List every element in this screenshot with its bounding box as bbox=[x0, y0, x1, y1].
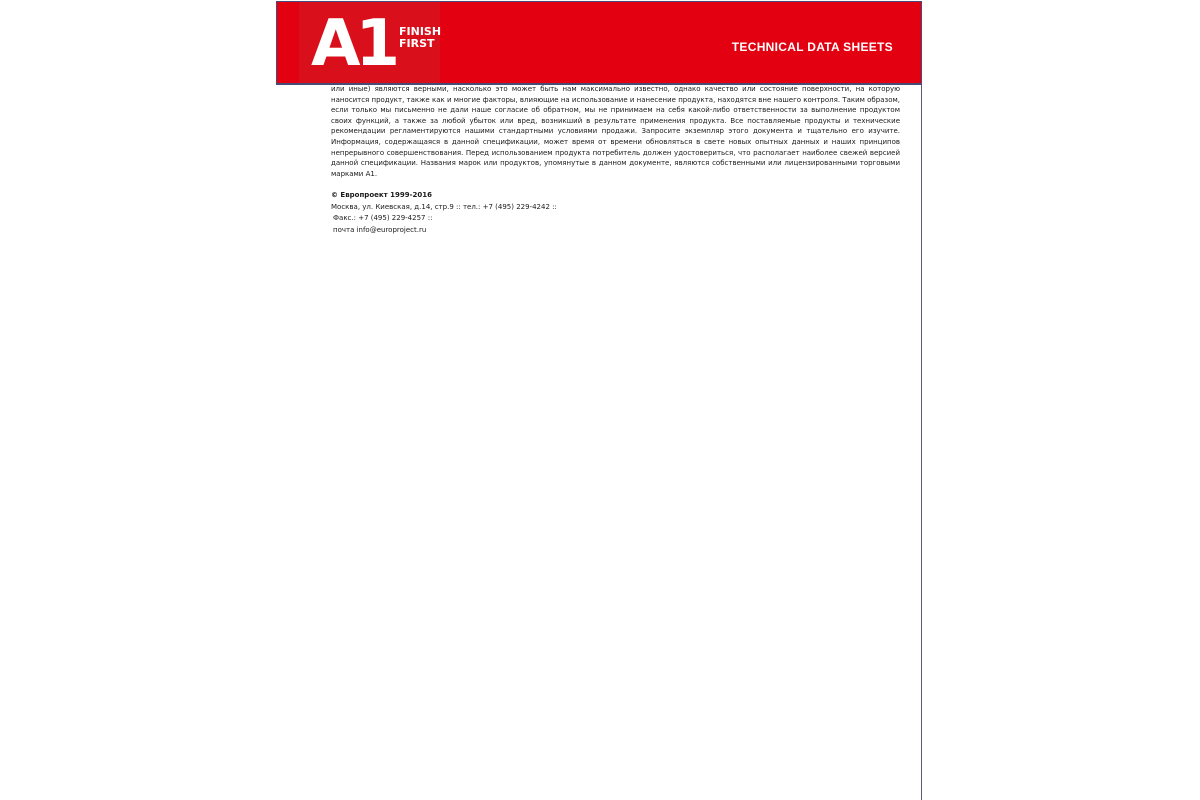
fax-line: Факс.: +7 (495) 229-4257 :: bbox=[333, 214, 433, 222]
page-right-border bbox=[921, 84, 922, 800]
logo-tagline-finish: FINISH bbox=[399, 25, 442, 38]
contact-footer bbox=[331, 190, 731, 236]
document-title: TECHNICAL DATA SHEETS bbox=[731, 40, 893, 54]
logo-tagline-first: FIRST bbox=[399, 37, 435, 50]
header-banner bbox=[276, 1, 922, 85]
disclaimer-text bbox=[331, 84, 900, 179]
logo-mark: A1 bbox=[311, 7, 396, 81]
disclaimer-paragraph: или иные) являются верными, насколько это может быть нам максимально известно, однако качество или состояние поверхности, на которую наносится продукт, также как и многие факторы, влияющие на использование и нанесение продукта, находятся вне нашего контроля. Таким образом, если только мы письменно не дали наше согласие об обратном, мы не принимаем на себя какой-либо ответственности за выполнение продуктом своих функций, а также за любой убыток или вред, возникший в результате применения продукта. Все поставляемые продукты и технические рекомендации регламентируются нашими стандартными условиями продажи. Запросите экземпляр этого документа и тщательно его изучите. Информация, содержащаяся в данной спецификации, может время от времени обновляться в свете новых опытных данных и наших принципов непрерывного совершенствования. Перед использованием продукта потребитель должен удостовериться, что располагает наиболее свежей версией данной спецификации. Названия марок или продуктов, упомянутые в данном документе, являются собственными или лицензированными торговыми марками А1. bbox=[331, 85, 900, 178]
address-line: Москва, ул. Киевская, д.14, стр.9 :: тел.: +7 (495) 229-4242 :: bbox=[331, 202, 557, 211]
email-line: почта info@europroject.ru bbox=[333, 225, 427, 234]
a1-logo bbox=[299, 2, 440, 83]
copyright-line: © Европроект 1999-2016 bbox=[331, 191, 432, 199]
